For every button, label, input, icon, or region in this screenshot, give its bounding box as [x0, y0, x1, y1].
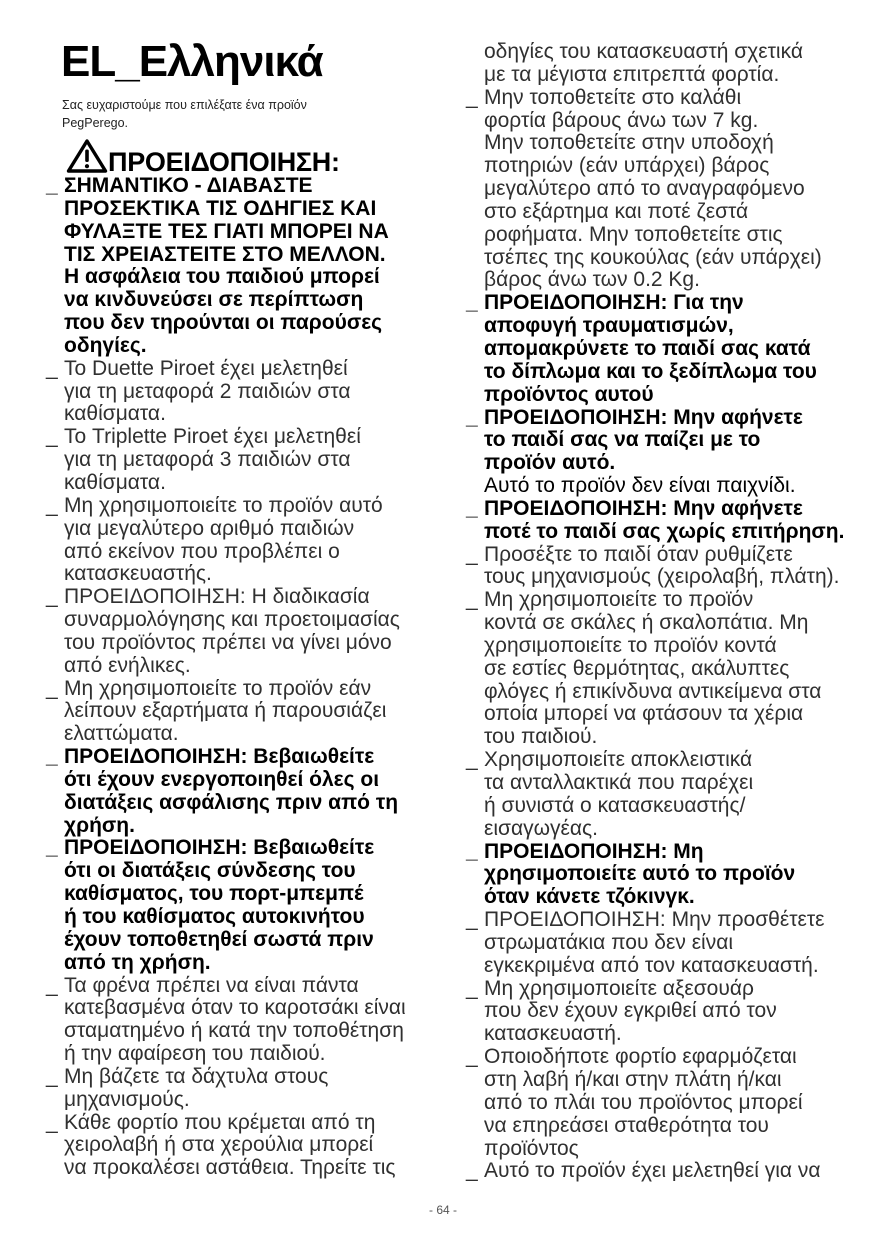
item-line: καθίσματα. — [64, 402, 166, 426]
item-line: Η ασφάλεια του παιδιού μπορεί — [64, 265, 380, 289]
item-line: χρησιμοποιείτε το προϊόν κοντά — [484, 633, 777, 657]
list-bullet: _ — [46, 836, 58, 860]
item-line: στο εξάρτημα και ποτέ ζεστά — [484, 199, 749, 223]
item-line: να κινδυνεύσει σε περίπτωση — [64, 288, 364, 312]
item-line: του παιδιού. — [484, 725, 598, 749]
item-line: ΠΡΟΕΙΔΟΠΟΙΗΣΗ: Μην αφήνετε — [484, 405, 803, 429]
item-line: ροφήματα. Μην τοποθετείτε στις — [484, 222, 783, 246]
item-note: Αυτό το προϊόν δεν είναι παιχνίδι. — [484, 474, 796, 498]
list-bullet: _ — [466, 1045, 478, 1069]
warning-list-item — [46, 975, 446, 1066]
item-line: ότι οι διατάξεις σύνδεσης του — [64, 859, 356, 883]
warning-list-item — [46, 175, 446, 358]
warning-list-item — [466, 544, 866, 590]
item-line: ΣΗΜΑΝΤΙΚΟ - ΔΙΑΒΑΣΤΕ — [64, 174, 313, 197]
item-line: ότι έχουν ενεργοποιηθεί όλες οι — [64, 767, 380, 791]
item-line: Μη χρησιμοποιείτε το προϊόν — [484, 588, 754, 612]
item-line: κατασκευαστή. — [484, 1022, 622, 1046]
list-bullet: _ — [46, 1110, 58, 1134]
item-line: μεγαλύτερο από το αναγραφόμενο — [484, 177, 805, 201]
list-bullet: _ — [46, 174, 58, 197]
item-line: φλόγες ή επικίνδυνα αντικείμενα στα — [484, 679, 822, 703]
item-line: ποτηριών (εάν υπάρχει) βάρος — [484, 154, 770, 178]
item-line: από εκείνον που προβλέπει ο — [64, 539, 340, 563]
item-line: τους μηχανισμούς (χειρολαβή, πλάτη). — [484, 565, 840, 589]
warning-list-item — [466, 407, 866, 498]
item-line: όταν κάνετε τζόκινγκ. — [484, 885, 695, 909]
list-bullet: _ — [46, 676, 58, 700]
list-bullet: _ — [46, 493, 58, 517]
item-line: να προκαλέσει αστάθεια. Τηρείτε τις — [64, 1156, 396, 1180]
list-bullet: _ — [466, 1159, 478, 1183]
warning-list-item — [466, 498, 866, 544]
item-line: Μην τοποθετείτε στην υποδοχή — [484, 131, 774, 155]
item-line: ΠΡΟΕΙΔΟΠΟΙΗΣΗ: Μην αφήνετε — [484, 496, 803, 520]
list-bullet: _ — [466, 405, 478, 429]
item-line: Το Triplette Piroet έχει μελετηθεί — [64, 425, 361, 449]
item-line: Κάθε φορτίο που κρέμεται από τη — [64, 1110, 376, 1134]
warning-list-item — [46, 426, 446, 495]
item-line: ΠΡΟΕΙΔΟΠΟΙΗΣΗ: Μην προσθέτετε — [484, 908, 825, 932]
item-line: Χρησιμοποιείτε αποκλειστικά — [484, 748, 753, 772]
item-line: από ενήλικες. — [64, 653, 191, 677]
item-line: χρησιμοποιείτε αυτό το προϊόν — [484, 862, 796, 886]
item-line: φορτία βάρους άνω των 7 kg. — [484, 108, 759, 132]
warning-heading: ΠΡΟΕΙΔΟΠΟΙΗΣΗ: — [108, 147, 340, 177]
item-line: χειρολαβή ή στα χερούλια μπορεί — [64, 1133, 374, 1157]
warning-list-item — [466, 841, 866, 910]
item-line: Προσέξτε το παιδί όταν ρυθμίζετε — [484, 542, 793, 566]
item-line: με τα μέγιστα επιτρεπτά φορτία. — [484, 62, 780, 86]
item-line: μηχανισμούς. — [64, 1087, 190, 1111]
item-line: Μη χρησιμοποιείτε το προϊόν εάν — [64, 676, 372, 700]
item-line: χρήση. — [64, 813, 135, 837]
item-line: ΠΡΟΕΙΔΟΠΟΙΗΣΗ: Για την — [484, 291, 744, 315]
item-line: Μη χρησιμοποιείτε αξεσουάρ — [484, 976, 754, 1000]
item-line: Μη βάζετε τα δάχτυλα στους — [64, 1064, 329, 1088]
list-bullet: _ — [46, 356, 58, 380]
item-line: εισαγωγέας. — [484, 816, 598, 840]
intro-text — [62, 97, 307, 132]
item-line: προϊόντος αυτού — [484, 382, 654, 406]
item-line: του προϊόντος πρέπει να γίνει μόνο — [64, 630, 392, 654]
list-bullet: _ — [466, 976, 478, 1000]
item-line: για μεγαλύτερο αριθμό παιδιών — [64, 516, 355, 540]
list-bullet: _ — [466, 542, 478, 566]
item-line: που δεν έχουν εγκριθεί από τον — [484, 999, 777, 1023]
item-line: οδηγίες του κατασκευαστή σχετικά — [484, 40, 803, 63]
warning-list-item — [46, 678, 446, 747]
warning-list-item — [46, 495, 446, 586]
warning-list-item — [466, 589, 866, 749]
item-line: ΠΡΟΕΙΔΟΠΟΙΗΣΗ: Η διαδικασία — [64, 585, 370, 609]
list-bullet: _ — [466, 839, 478, 863]
warning-list-item — [466, 978, 866, 1047]
intro-line: Σας ευχαριστούμε που επιλέξατε ένα προϊόν — [62, 98, 307, 112]
item-line: ή συνιστά ο κατασκευαστής/ — [484, 793, 746, 817]
list-bullet: _ — [46, 585, 58, 609]
item-line: ή την αφαίρεση του παιδιού. — [64, 1042, 326, 1066]
list-bullet: _ — [46, 745, 58, 769]
item-line: λείπουν εξαρτήματα ή παρουσιάζει — [64, 699, 387, 723]
list-bullet: _ — [46, 425, 58, 449]
item-line: αποφυγή τραυματισμών, — [484, 314, 734, 338]
item-line: έχουν τοποθετηθεί σωστά πριν — [64, 927, 374, 951]
item-line: ή του καθίσματος αυτοκινήτου — [64, 905, 365, 928]
warning-list-item — [46, 837, 446, 974]
item-line: ΦΥΛΑΞΤΕ ΤΕΣ ΓΙΑΤΙ ΜΠΟΡΕΙ ΝΑ — [64, 219, 389, 243]
item-line: από το πλάι του προϊόντος μπορεί — [484, 1090, 803, 1114]
item-line: κοντά σε σκάλες ή σκαλοπάτια. Μη — [484, 611, 809, 635]
item-line: Οποιοδήποτε φορτίο εφαρμόζεται — [484, 1045, 797, 1069]
warning-list-item — [466, 292, 866, 406]
item-line: για τη μεταφορά 2 παιδιών στα — [64, 379, 351, 403]
item-line: ΠΡΟΕΙΔΟΠΟΙΗΣΗ: Βεβαιωθείτε — [64, 836, 375, 860]
warning-list-item — [46, 1066, 446, 1112]
list-bullet: _ — [466, 291, 478, 315]
item-line: οποία μπορεί να φτάσουν τα χέρια — [484, 702, 804, 726]
item-line: Το Duette Piroet έχει μελετηθεί — [64, 356, 348, 380]
item-line: σε εστίες θερμότητας, ακάλυπτες — [484, 656, 790, 680]
item-line: ΤΙΣ ΧΡΕΙΑΣΤΕΙΤΕ ΣΤΟ ΜΕΛΛΟΝ. — [64, 242, 386, 266]
page-number: - 64 - — [428, 1203, 457, 1217]
item-line: ΠΡΟΣΕΚΤΙΚΑ ΤΙΣ ΟΔΗΓΙΕΣ ΚΑΙ — [64, 196, 377, 220]
item-line: κατεβασμένα όταν το καροτσάκι είναι — [64, 996, 406, 1020]
warning-list-item — [466, 749, 866, 840]
item-line: Τα φρένα πρέπει να είναι πάντα — [64, 973, 359, 997]
item-line: στρωματάκια που δεν είναι — [484, 930, 734, 954]
warning-list-item — [46, 1112, 446, 1181]
list-bullet: _ — [466, 908, 478, 932]
list-bullet: _ — [46, 1064, 58, 1088]
list-bullet: _ — [46, 973, 58, 997]
item-line: οδηγίες. — [64, 333, 147, 357]
list-bullet: _ — [466, 496, 478, 520]
list-bullet: _ — [466, 588, 478, 612]
item-line: καθίσματα. — [64, 470, 166, 494]
item-line: που δεν τηρούνται οι παρούσες — [64, 311, 383, 335]
item-line: ποτέ το παιδί σας χωρίς επιτήρηση. — [484, 519, 845, 543]
item-line: διατάξεις ασφάλισης πριν από τη — [64, 790, 399, 814]
item-line: προϊόντος — [484, 1136, 579, 1160]
item-line: Μην τοποθετείτε στο καλάθι — [484, 85, 742, 109]
item-line: στη λαβή ή/και στην πλάτη ή/και — [484, 1067, 782, 1091]
item-line: για τη μεταφορά 3 παιδιών στα — [64, 448, 351, 472]
item-line: ΠΡΟΕΙΔΟΠΟΙΗΣΗ: Μη — [484, 839, 704, 863]
item-line: από τη χρήση. — [64, 950, 211, 974]
item-line: ΠΡΟΕΙΔΟΠΟΙΗΣΗ: Βεβαιωθείτε — [64, 745, 375, 769]
item-line: κατασκευαστής. — [64, 562, 212, 586]
warning-list-item — [46, 358, 446, 427]
warning-list-item — [466, 909, 866, 978]
item-line: προϊόν αυτό. — [484, 451, 616, 475]
item-line: ελαττώματα. — [64, 722, 179, 746]
page-title: EL_Ελληνικά — [61, 37, 323, 86]
item-line: απομακρύνετε το παιδί σας κατά — [484, 336, 811, 360]
item-line: Μη χρησιμοποιείτε το προϊόν αυτό — [64, 493, 383, 517]
item-line: Αυτό το προϊόν έχει μελετηθεί για να — [484, 1159, 821, 1183]
item-line: καθίσματος, του πορτ-μπεμπέ — [64, 882, 364, 906]
item-line: να επηρεάσει σταθερότητα του — [484, 1113, 769, 1137]
item-line: τα ανταλλακτικά που παρέχει — [484, 771, 754, 794]
item-line: το παιδί σας να παίζει με το — [484, 428, 761, 452]
item-line: βάρος άνω των 0.2 Kg. — [484, 268, 700, 292]
left-column — [46, 175, 446, 1180]
list-bullet: _ — [466, 748, 478, 772]
warning-list-item — [466, 1160, 866, 1183]
item-line: σταματημένο ή κατά την τοποθέτηση — [64, 1019, 404, 1043]
continued-item-text — [466, 41, 866, 87]
warning-triangle-icon — [66, 138, 108, 174]
item-line: το δίπλωμα και το ξεδίπλωμα του — [484, 359, 817, 383]
warning-list-item — [466, 1046, 866, 1160]
right-column — [466, 41, 866, 1183]
item-line: συναρμολόγησης και προετοιμασίας — [64, 608, 400, 632]
warning-list-item — [46, 586, 446, 677]
list-bullet: _ — [466, 85, 478, 109]
intro-line: PegPerego. — [62, 115, 129, 130]
warning-list-item — [46, 746, 446, 837]
item-line: τσέπες της κουκούλας (εάν υπάρχει) — [484, 245, 822, 269]
item-line: εγκεκριμένα από τον κατασκευαστή. — [484, 953, 819, 977]
warning-list-item — [466, 87, 866, 293]
